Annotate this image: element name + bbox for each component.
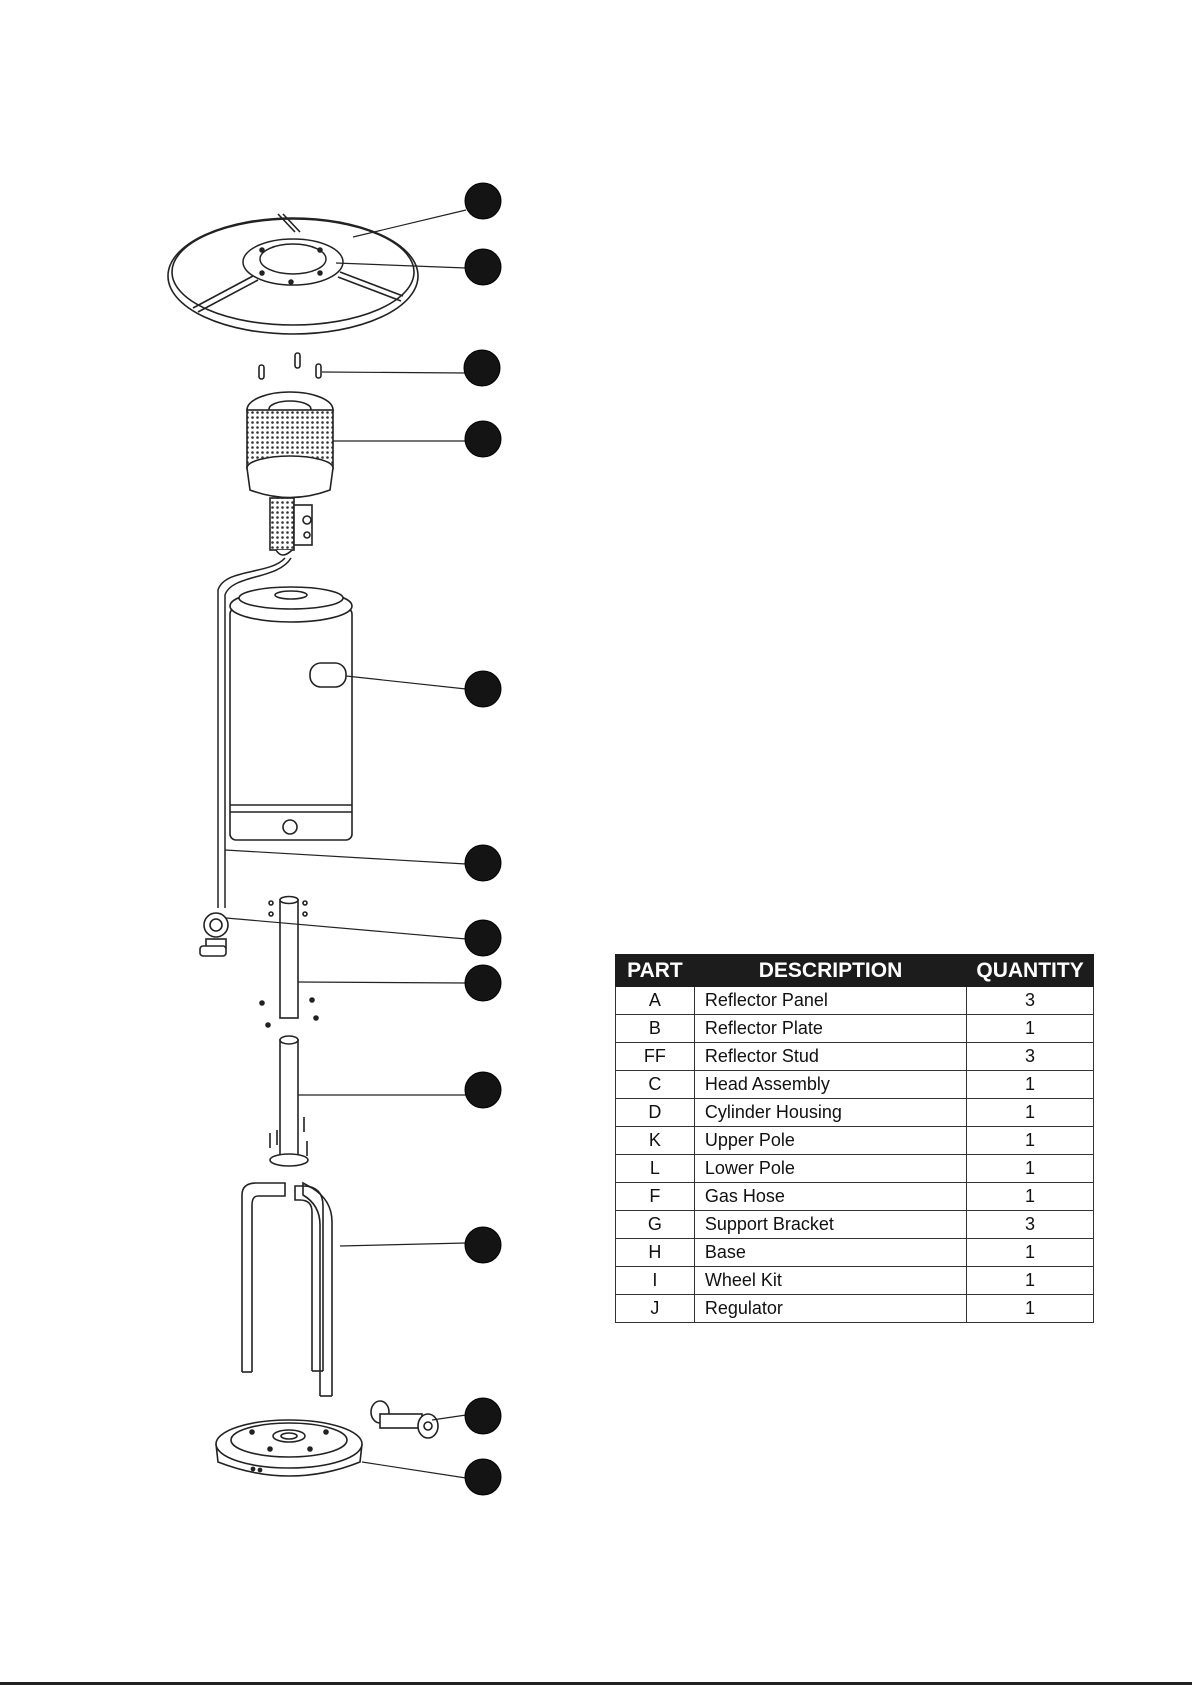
part-description: Reflector Plate (694, 1015, 966, 1043)
table-row (616, 1015, 1094, 1043)
base (216, 1420, 362, 1476)
callout-marker (465, 183, 501, 219)
table-row (616, 1043, 1094, 1071)
part-code: C (616, 1071, 695, 1099)
reflector-plate (243, 239, 343, 285)
table-row (616, 1295, 1094, 1323)
part-code: J (616, 1295, 695, 1323)
part-quantity: 1 (967, 1155, 1094, 1183)
part-code: F (616, 1183, 695, 1211)
callout-marker (465, 965, 501, 1001)
part-code: K (616, 1127, 695, 1155)
part-description: Reflector Panel (694, 987, 966, 1015)
part-quantity: 3 (967, 1043, 1094, 1071)
part-code: L (616, 1155, 695, 1183)
support-bracket (242, 1183, 332, 1396)
part-quantity: 1 (967, 1099, 1094, 1127)
part-quantity: 1 (967, 1071, 1094, 1099)
header-part: PART (616, 955, 695, 987)
callout-marker (465, 920, 501, 956)
callout-marker (465, 1398, 501, 1434)
table-row (616, 1155, 1094, 1183)
part-code: A (616, 987, 695, 1015)
part-quantity: 1 (967, 1015, 1094, 1043)
head-assembly (247, 392, 333, 555)
lower-pole (270, 1036, 308, 1166)
part-quantity: 1 (967, 1183, 1094, 1211)
table-row (616, 1211, 1094, 1239)
part-code: B (616, 1015, 695, 1043)
callout-marker (464, 350, 500, 386)
callout-marker (465, 845, 501, 881)
callout-marker (465, 671, 501, 707)
callout-marker (465, 1227, 501, 1263)
regulator (200, 913, 228, 956)
callout-marker (465, 249, 501, 285)
parts-table (615, 954, 1094, 1323)
wheel-kit (371, 1401, 438, 1438)
part-code: H (616, 1239, 695, 1267)
part-description: Upper Pole (694, 1127, 966, 1155)
callout-marker (465, 1459, 501, 1495)
part-description: Support Bracket (694, 1211, 966, 1239)
table-row (616, 1071, 1094, 1099)
table-row (616, 1183, 1094, 1211)
part-description: Lower Pole (694, 1155, 966, 1183)
part-description: Wheel Kit (694, 1267, 966, 1295)
part-description: Reflector Stud (694, 1043, 966, 1071)
reflector-stud (259, 353, 321, 379)
part-description: Cylinder Housing (694, 1099, 966, 1127)
part-quantity: 3 (967, 987, 1094, 1015)
callout-marker (465, 1072, 501, 1108)
part-code: D (616, 1099, 695, 1127)
part-code: G (616, 1211, 695, 1239)
part-description: Gas Hose (694, 1183, 966, 1211)
part-quantity: 3 (967, 1211, 1094, 1239)
part-description: Head Assembly (694, 1071, 966, 1099)
part-quantity: 1 (967, 1295, 1094, 1323)
table-row (616, 1267, 1094, 1295)
table-row (616, 987, 1094, 1015)
cylinder-housing (230, 587, 352, 840)
part-code: FF (616, 1043, 695, 1071)
part-description: Base (694, 1239, 966, 1267)
table-row (616, 1239, 1094, 1267)
part-quantity: 1 (967, 1127, 1094, 1155)
table-row (616, 1099, 1094, 1127)
callout-marker (465, 421, 501, 457)
upper-pole (260, 897, 318, 1028)
part-description: Regulator (694, 1295, 966, 1323)
parts-table-header (616, 955, 1094, 987)
header-description: DESCRIPTION (694, 955, 966, 987)
table-row (616, 1127, 1094, 1155)
part-code: I (616, 1267, 695, 1295)
header-quantity: QUANTITY (967, 955, 1094, 987)
part-quantity: 1 (967, 1239, 1094, 1267)
callout-markers (464, 183, 501, 1495)
part-quantity: 1 (967, 1267, 1094, 1295)
